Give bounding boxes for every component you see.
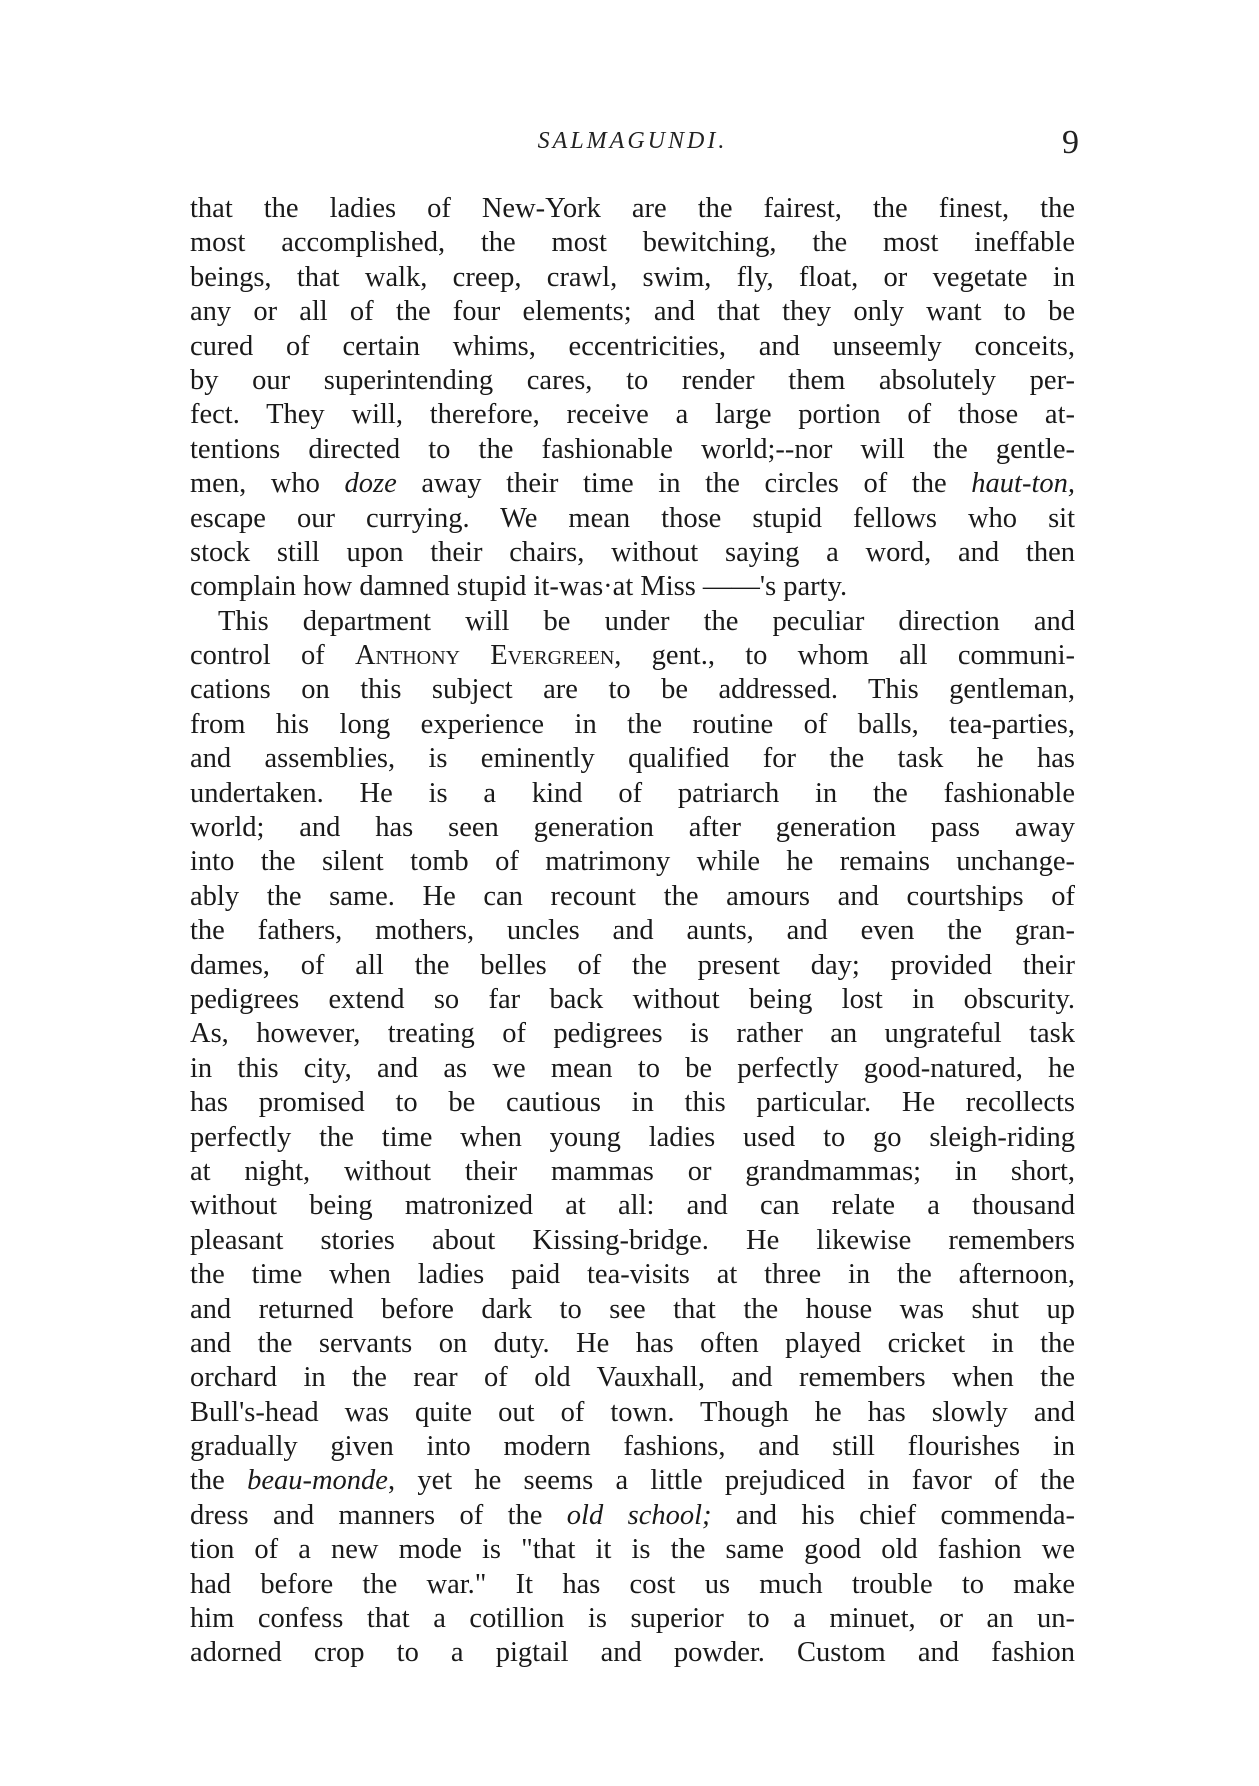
- text-line: gradually given into modern fashions, and still flourishes in: [190, 1431, 1075, 1463]
- text-line: cations on this subject are to be addressed. This gentleman,: [190, 674, 1075, 706]
- text-line: and assemblies, is eminently qualified for the task he has: [190, 743, 1075, 775]
- body-text: [190, 192, 1075, 1671]
- text-run: , yet he seems a little prejudiced in favor of the: [387, 1465, 1075, 1497]
- text-run: away their time in the circles of the: [396, 468, 972, 500]
- text-line: dames, of all the belles of the present day; provided their: [190, 949, 1075, 981]
- text-run: and his chief commenda-: [711, 1499, 1075, 1531]
- text-line: him confess that a cotillion is superior to a minuet, or an un-: [190, 1603, 1075, 1635]
- italic-run: doze: [344, 468, 397, 500]
- text-line: complain how damned stupid it-was·at Miss ——'s party.: [190, 571, 848, 603]
- text-line: This department will be under the peculiar direction and: [218, 605, 1075, 637]
- text-line: orchard in the rear of old Vauxhall, and remembers when the: [190, 1362, 1075, 1394]
- text-line: tion of a new mode is "that it is the same good old fashion we: [190, 1534, 1075, 1566]
- text-line: the fathers, mothers, uncles and aunts, and even the gran-: [190, 915, 1075, 947]
- running-title: SALMAGUNDI.: [537, 128, 728, 154]
- text-line: undertaken. He is a kind of patriarch in the fashionable: [190, 777, 1075, 809]
- text-line: tentions directed to the fashionable world;--nor will the gentle-: [190, 433, 1075, 465]
- text-run: control of: [190, 640, 355, 672]
- text-line: [190, 639, 1075, 673]
- text-line: As, however, treating of pedigrees is rather an ungrateful task: [190, 1018, 1075, 1050]
- text-line: [190, 467, 1075, 501]
- small-caps-name: Anthony Evergreen: [354, 640, 615, 672]
- italic-run: haut-ton,: [971, 468, 1075, 500]
- italic-run: beau-monde: [247, 1465, 388, 1497]
- page-number: 9: [1062, 124, 1079, 161]
- text-line: pedigrees extend so far back without being lost in obscurity.: [190, 983, 1075, 1015]
- text-line: that the ladies of New-York are the fairest, the finest, the: [190, 193, 1075, 224]
- running-head: [190, 124, 1079, 168]
- text-line: from his long experience in the routine of balls, tea-parties,: [190, 708, 1075, 740]
- text-line: at night, without their mammas or grandmammas; in short,: [190, 1155, 1075, 1187]
- text-line: and the servants on duty. He has often played cricket in the: [190, 1327, 1075, 1359]
- text-line: without being matronized at all: and can relate a thousand: [190, 1190, 1075, 1222]
- text-line: fect. They will, therefore, receive a large portion of those at-: [190, 399, 1075, 431]
- text-line: adorned crop to a pigtail and powder. Custom and fashion: [190, 1637, 1075, 1669]
- text-line: has promised to be cautious in this particular. He recollects: [190, 1087, 1075, 1119]
- text-line: escape our currying. We mean those stupid fellows who sit: [190, 502, 1075, 534]
- text-run: the: [190, 1465, 248, 1497]
- text-line: by our superintending cares, to render them absolutely per-: [190, 364, 1075, 396]
- text-line: in this city, and as we mean to be perfectly good-natured, he: [190, 1052, 1075, 1084]
- text-line: pleasant stories about Kissing-bridge. He likewise remembers: [190, 1224, 1075, 1256]
- text-line: stock still upon their chairs, without saying a word, and then: [190, 536, 1075, 568]
- text-run: men, who: [190, 468, 345, 500]
- text-line: world; and has seen generation after generation pass away: [190, 812, 1075, 844]
- text-line: [190, 1464, 1075, 1498]
- text-run: dress and manners of the: [190, 1499, 567, 1531]
- text-line: [190, 1499, 1075, 1533]
- text-line: beings, that walk, creep, crawl, swim, fly, float, or vegetate in: [190, 261, 1075, 293]
- text-line: had before the war." It has cost us much trouble to make: [190, 1568, 1075, 1600]
- text-line: Bull's-head was quite out of town. Though he has slowly and: [190, 1396, 1075, 1428]
- text-run: , gent., to whom all communi-: [614, 640, 1075, 672]
- text-line: into the silent tomb of matrimony while he remains unchange-: [190, 846, 1075, 878]
- text-line: cured of certain whims, eccentricities, and unseemly conceits,: [190, 330, 1075, 362]
- italic-run: old school;: [566, 1499, 712, 1531]
- text-line: ably the same. He can recount the amours and courtships of: [190, 880, 1075, 912]
- text-line: most accomplished, the most bewitching, the most ineffable: [190, 227, 1075, 259]
- text-line: the time when ladies paid tea-visits at three in the afternoon,: [190, 1259, 1075, 1291]
- text-line: any or all of the four elements; and that they only want to be: [190, 296, 1075, 328]
- text-line: perfectly the time when young ladies used to go sleigh-riding: [190, 1121, 1075, 1153]
- text-line: and returned before dark to see that the house was shut up: [190, 1293, 1075, 1325]
